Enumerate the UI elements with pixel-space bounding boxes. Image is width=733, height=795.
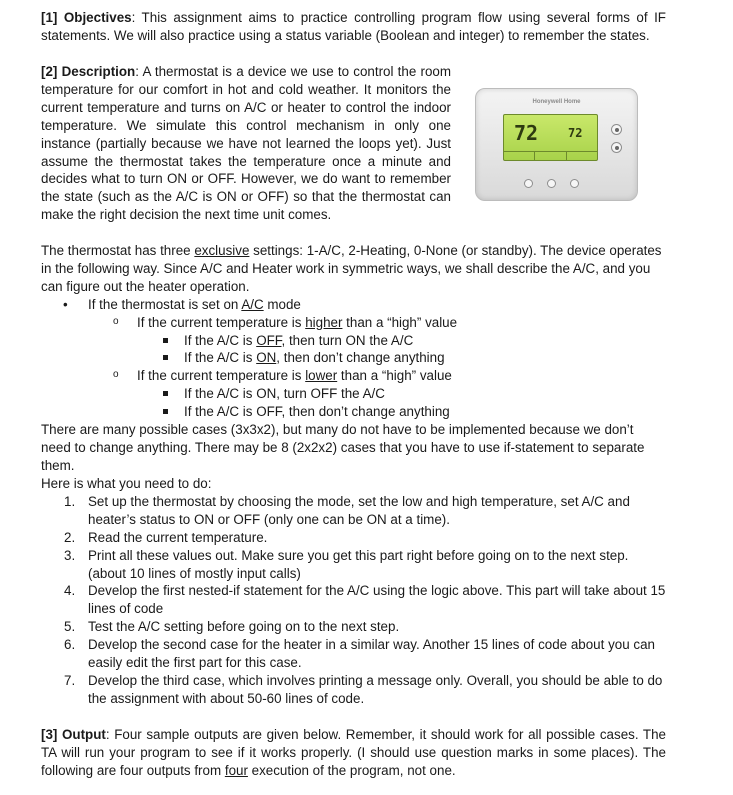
todo-step: 4. Develop the first nested-if statement for the A/C using the logic above. This part will take about 15 lines of code bbox=[64, 583, 666, 617]
rule-ac-on: If the A/C is ON, then don’t change anything bbox=[41, 349, 666, 367]
description-text: : A thermostat is a device we use to control the room temperature for our comfort in hot and cold weather. It monitors the current temperature and turns on A/C or heater to control the indoor temperature. We simulate this control mechanism in only one instance (partially because we have not learned the loops yet). Just assume the thermostat takes the temperature once a minute and decides what to turn ON or OFF. However, we do want to remember the state (such as the A/C is ON or OFF) so that the thermostat can make the right decision the next time unit comes. bbox=[41, 64, 452, 223]
thermostat-button-2 bbox=[547, 179, 556, 188]
settings-exclusive: exclusive bbox=[194, 243, 250, 258]
settings-section bbox=[41, 242, 666, 475]
output-text-1: : Four sample outputs are given below. Remember, it should work for all possible cases. The TA will run your program to see if it works properly. (I should use question marks in some places). The following are four outputs from bbox=[41, 727, 666, 778]
settings-paragraph bbox=[41, 242, 666, 296]
thermostat-screen bbox=[503, 114, 598, 161]
todo-steps bbox=[41, 493, 666, 708]
todo-step: 5. Test the A/C setting before going on to the next step. bbox=[64, 619, 400, 635]
settings-text-2: settings: 1-A/C, 2-Heating, 0-None (or standby). The device operates in the following way. Since A/C and Heater work in symmetric ways, we shall describe the A/C, and you can figure out the heater operation. bbox=[41, 243, 662, 294]
thermostat-up-button bbox=[611, 124, 622, 135]
rule-lower: o If the current temperature is lower than a “high” value bbox=[41, 367, 666, 385]
objectives-text: : This assignment aims to practice controlling program flow using several forms of IF statements. We will also practice using a status variable (Boolean and integer) to remember the states. bbox=[41, 10, 666, 43]
todo-step: 2. Read the current temperature. bbox=[64, 529, 268, 545]
thermostat-set-reading: 72 bbox=[568, 126, 583, 140]
objectives-paragraph bbox=[41, 9, 666, 45]
rules-list bbox=[41, 296, 666, 421]
thermostat-temp-reading: 72 bbox=[514, 121, 539, 145]
output-text-2: execution of the program, not one. bbox=[247, 762, 456, 778]
thermostat-button-1 bbox=[524, 179, 533, 188]
rule-ac-on-2: If the A/C is ON, turn OFF the A/C bbox=[41, 385, 666, 403]
description-paragraph bbox=[41, 63, 451, 224]
rule-ac-off-2: If the A/C is OFF, then don’t change anything bbox=[41, 403, 666, 421]
todo-step: 3. Print all these values out. Make sure you get this part right before going on to the next step. (about 10 lines of mostly input calls) bbox=[64, 547, 629, 581]
rule-mode: • If the thermostat is set on A/C mode bbox=[41, 296, 666, 314]
cases-paragraph: There are many possible cases (3x3x2), but many do not have to be implemented because we don’t need to change anything. There may be 8 (2x2x2) cases that you have to use if-statement to separate them. bbox=[41, 422, 645, 473]
settings-text-1: The thermostat has three bbox=[41, 243, 195, 258]
output-heading: [3] Output bbox=[41, 727, 106, 742]
thermostat-brand: Honeywell Home bbox=[532, 99, 581, 105]
objectives-heading: [1] Objectives bbox=[41, 10, 132, 25]
thermostat-screen-bar bbox=[504, 151, 597, 160]
thermostat-button-3 bbox=[570, 179, 579, 188]
description-heading: [2] Description bbox=[41, 64, 136, 79]
todo-section bbox=[41, 475, 666, 708]
todo-step: 1. Set up the thermostat by choosing the mode, set the low and high temperature, set A/C and heater’s status to ON or OFF (only one can be ON at a time). bbox=[64, 493, 630, 527]
output-four: four bbox=[224, 762, 248, 778]
output-paragraph bbox=[41, 726, 666, 780]
rule-higher: o If the current temperature is higher than a “high” value bbox=[41, 314, 666, 332]
thermostat-down-button bbox=[611, 142, 622, 153]
todo-step: 6. Develop the second case for the heater in a similar way. Another 15 lines of code about you can easily edit the first part for this case. bbox=[64, 637, 655, 671]
todo-intro: Here is what you need to do: bbox=[41, 476, 212, 491]
todo-step: 7. Develop the third case, which involves printing a message only. Overall, you should be able to do the assignment with about 50-60 lines of code. bbox=[64, 672, 663, 706]
thermostat-image bbox=[475, 88, 638, 201]
rule-ac-off: If the A/C is OFF, then turn ON the A/C bbox=[41, 332, 666, 350]
